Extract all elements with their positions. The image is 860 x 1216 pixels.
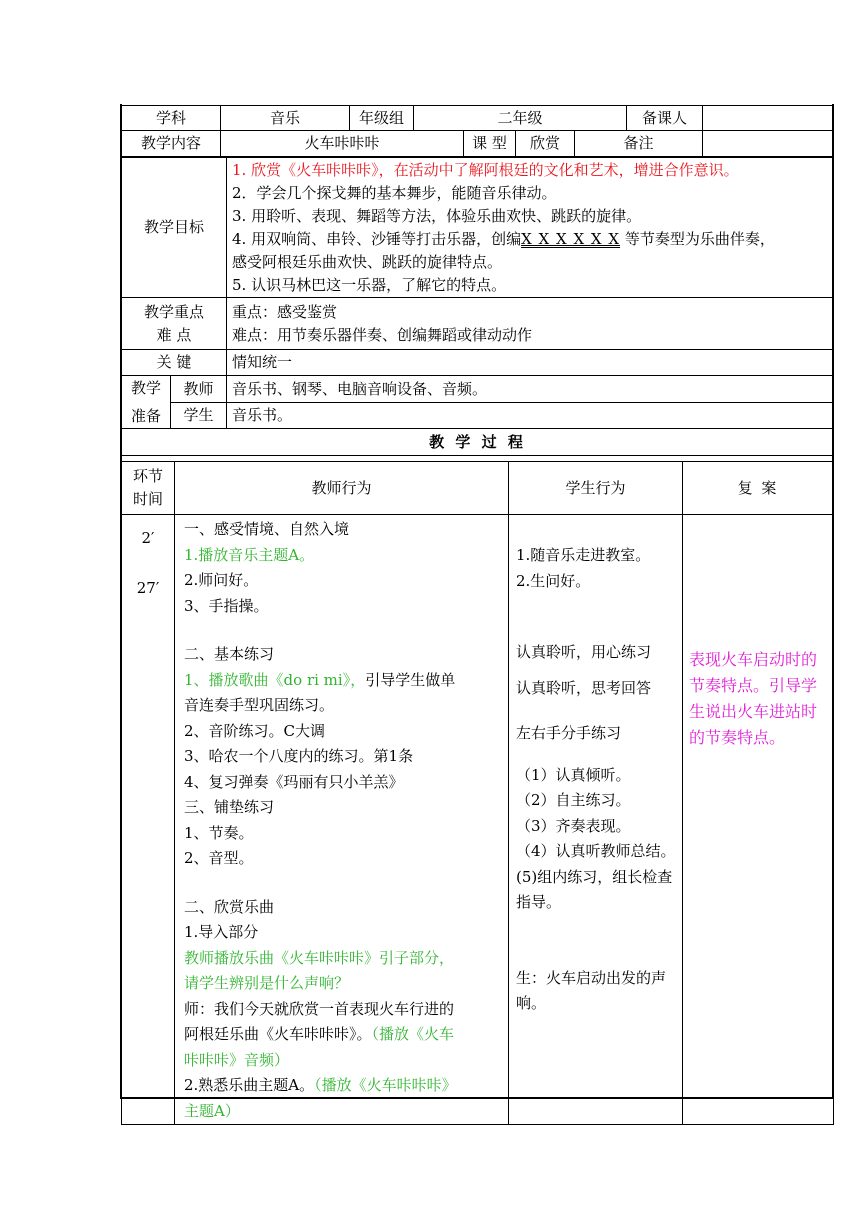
objective-item: 感受阿根廷乐曲欢快、跳跃的旋律特点。	[232, 252, 503, 271]
notes-label: 备注	[575, 131, 703, 157]
preparer-value	[703, 106, 834, 131]
objectives-table	[121, 157, 834, 456]
grade-group-label: 年级组	[350, 106, 414, 131]
prep-label: 教学 准备	[122, 376, 171, 429]
subject-value: 音乐	[221, 106, 350, 131]
time-value: 27′	[136, 579, 160, 597]
content-value: 火车咔咔咔	[221, 131, 464, 157]
time-cell	[122, 515, 175, 1125]
difficulty-text: 难点：用节奏乐器伴奏、创编舞蹈或律动动作	[232, 325, 533, 344]
objective-item: 2．学会几个探戈舞的基本舞步，能随音乐律动。	[232, 183, 557, 202]
process-title: 教 学 过 程	[122, 429, 834, 456]
process-table	[121, 461, 834, 1125]
objectives-label: 教学目标	[122, 158, 227, 298]
objective-item: 1. 欣赏《火车咔咔咔》，在活动中了解阿根廷的文化和艺术，增进合作意识。	[232, 160, 739, 179]
rhythm-pattern: X X X X X X	[521, 229, 621, 248]
objectives-list	[227, 158, 834, 298]
objective-item: 5. 认识马林巴这一乐器，了解它的特点。	[232, 275, 507, 294]
teacher-actions: 一、感受情境、自然入境 1.播放音乐主题A。 2.师问好。 3、手指操。 二、基本练习 1、播放歌曲《do ri mi》，引导学生做单 音连奏手型巩固练习。 2、音阶练习。C大调 3、哈农一个八度内的练习。第1条 4、复习弹奏《玛丽有只小羊羔》 三、铺垫练习 1、节奏。 2、音型。 二、欣赏乐曲 1.导入部分 教师播放乐曲《火车咔咔咔》引子部分， 请学生辨别是什么声响？ 师：我们今天就欣赏一首表现火车行进的 阿根廷乐曲《火车咔咔咔》。（播放《火车 咔咔咔》音频） 2.熟悉乐曲主题A。（播放《火车咔咔咔》 主题A）	[175, 515, 509, 1125]
prep-teacher-label: 教师	[171, 376, 227, 403]
prep-student-label: 学生	[171, 403, 227, 429]
content-label: 教学内容	[122, 131, 221, 157]
key-value: 情知统一	[227, 350, 834, 376]
col-student-header: 学生行为	[509, 462, 683, 515]
col-teacher-header: 教师行为	[175, 462, 509, 515]
lesson-type-value: 欣赏	[516, 131, 575, 157]
prep-student-value: 音乐书。	[227, 403, 834, 429]
key-points-label: 教学重点 难 点	[122, 298, 227, 350]
col-review-header: 复 案	[683, 462, 834, 515]
time-value: 2′	[141, 529, 155, 547]
lesson-info-table	[121, 105, 834, 157]
key-label: 关 键	[122, 350, 227, 376]
subject-label: 学科	[122, 106, 221, 131]
review-note: 表现火车启动时的节奏特点。引导学生说出火车进站时的节奏特点。	[683, 515, 834, 1125]
key-points-value	[227, 298, 834, 350]
lesson-type-label: 课 型	[464, 131, 516, 157]
col-time-header: 环节时间	[122, 462, 175, 515]
objective-item: 3. 用聆听、表现、舞蹈等方法，体验乐曲欢快、跳跃的旋律。	[232, 206, 642, 225]
focus-text: 重点：感受鉴赏	[232, 302, 338, 321]
objective-item: 4. 用双响筒、串铃、沙锤等打击乐器，创编X X X X X X 等节奏型为乐曲伴奏，	[232, 229, 775, 248]
prep-teacher-value: 音乐书、钢琴、电脑音响设备、音频。	[227, 376, 834, 403]
student-actions: 1.随音乐走进教室。 2.生问好。 认真聆听，用心练习 认真聆听，思考回答 左右手分手练习 （1）认真倾听。 （2）自主练习。 （3）齐奏表现。 （4）认真听教师总结。 (5)组内练习，组长检查指导。 生：火车启动出发的声响。	[509, 515, 683, 1125]
grade-value: 二年级	[414, 106, 627, 131]
preparer-label: 备课人	[627, 106, 703, 131]
notes-value	[703, 131, 834, 157]
